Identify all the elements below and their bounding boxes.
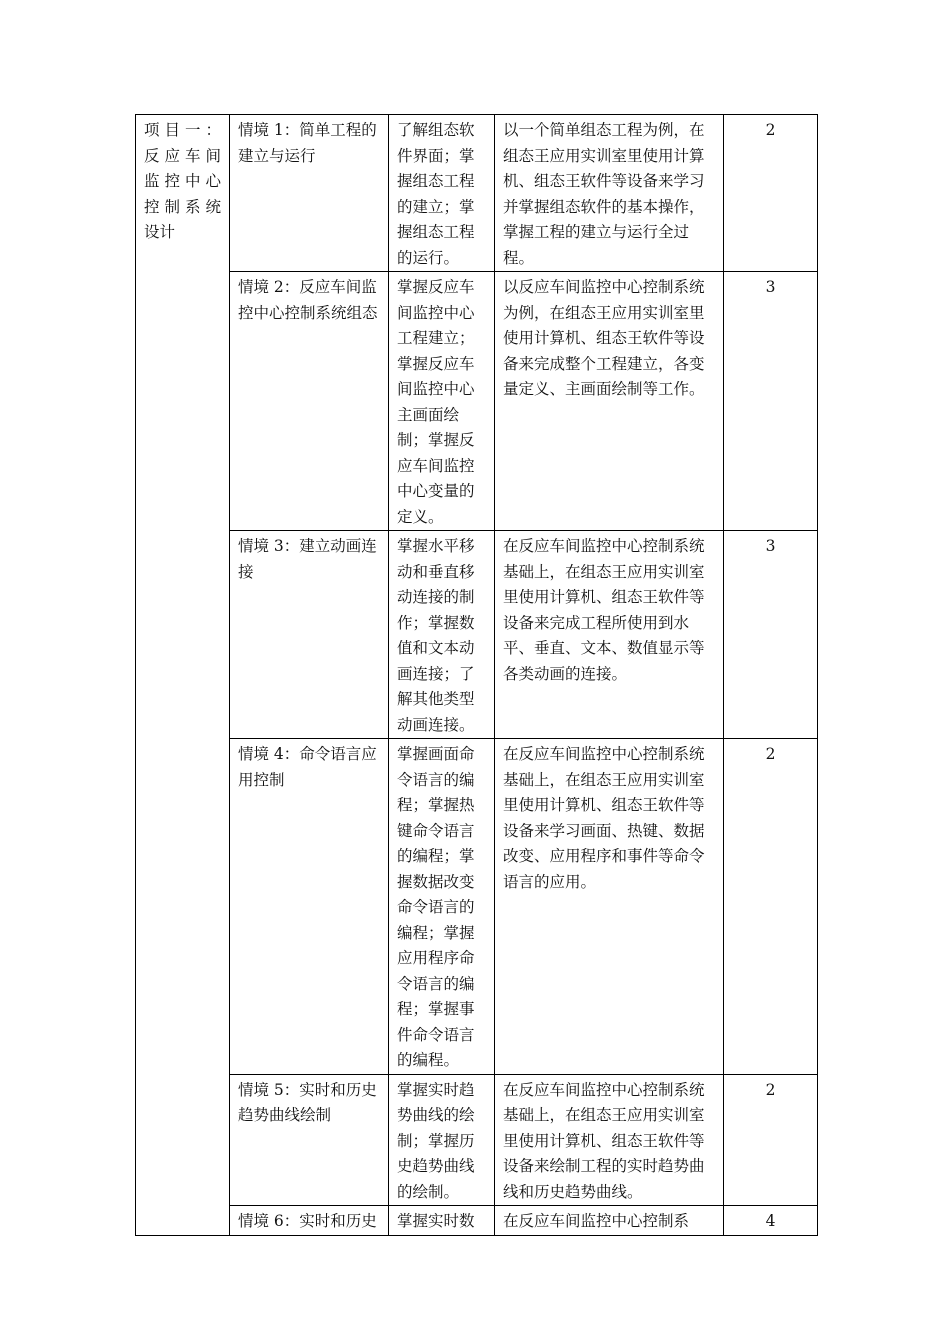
situation-cell: 情境 6：实时和历史 [230, 1206, 389, 1236]
content-cell: 以反应车间监控中心控制系统为例，在组态王应用实训室里使用计算机、组态王软件等设备来完成整个工程建立，各变量定义、主画面绘制等工作。 [495, 272, 724, 531]
table-row [136, 115, 818, 272]
situation-cell: 情境 2：反应车间监控中心控制系统组态 [230, 272, 389, 531]
table-row [136, 739, 818, 1075]
hours-cell: 3 [724, 272, 818, 531]
situation-cell: 情境 4：命令语言应用控制 [230, 739, 389, 1075]
course-table [135, 114, 818, 1236]
situation-cell: 情境 3：建立动画连接 [230, 531, 389, 739]
objective-cell: 掌握实时趋势曲线的绘制；掌握历史趋势曲线的绘制。 [389, 1074, 495, 1206]
objective-cell: 掌握反应车间监控中心工程建立；掌握反应车间监控中心主画面绘制；掌握反应车间监控中心变量的定义。 [389, 272, 495, 531]
situation-cell: 情境 5：实时和历史趋势曲线绘制 [230, 1074, 389, 1206]
content-cell: 在反应车间监控中心控制系 [495, 1206, 724, 1236]
hours-cell: 2 [724, 1074, 818, 1206]
table-row [136, 531, 818, 739]
table-row [136, 272, 818, 531]
content-cell: 在反应车间监控中心控制系统基础上，在组态王应用实训室里使用计算机、组态王软件等设备来完成工程所使用到水平、垂直、文本、数值显示等各类动画的连接。 [495, 531, 724, 739]
table-row [136, 1074, 818, 1206]
hours-cell: 3 [724, 531, 818, 739]
content-cell: 在反应车间监控中心控制系统基础上，在组态王应用实训室里使用计算机、组态王软件等设备来学习画面、热键、数据改变、应用程序和事件等命令语言的应用。 [495, 739, 724, 1075]
hours-cell: 2 [724, 115, 818, 272]
content-cell: 以一个简单组态工程为例，在组态王应用实训室里使用计算机、组态王软件等设备来学习并掌握组态软件的基本操作，掌握工程的建立与运行全过程。 [495, 115, 724, 272]
project-cell: 项目一：反应车间监控中心控制系统设计 [136, 115, 230, 1236]
objective-cell: 了解组态软件界面；掌握组态工程的建立；掌握组态工程的运行。 [389, 115, 495, 272]
table-row [136, 1206, 818, 1236]
objective-cell: 掌握水平移动和垂直移动连接的制作；掌握数值和文本动画连接；了解其他类型动画连接。 [389, 531, 495, 739]
hours-cell: 2 [724, 739, 818, 1075]
objective-cell: 掌握画面命令语言的编程；掌握热键命令语言的编程；掌握数据改变命令语言的编程；掌握应用程序命令语言的编程；掌握事件命令语言的编程。 [389, 739, 495, 1075]
hours-cell: 4 [724, 1206, 818, 1236]
objective-cell: 掌握实时数 [389, 1206, 495, 1236]
situation-cell: 情境 1：简单工程的建立与运行 [230, 115, 389, 272]
content-cell: 在反应车间监控中心控制系统基础上，在组态王应用实训室里使用计算机、组态王软件等设备来绘制工程的实时趋势曲线和历史趋势曲线。 [495, 1074, 724, 1206]
